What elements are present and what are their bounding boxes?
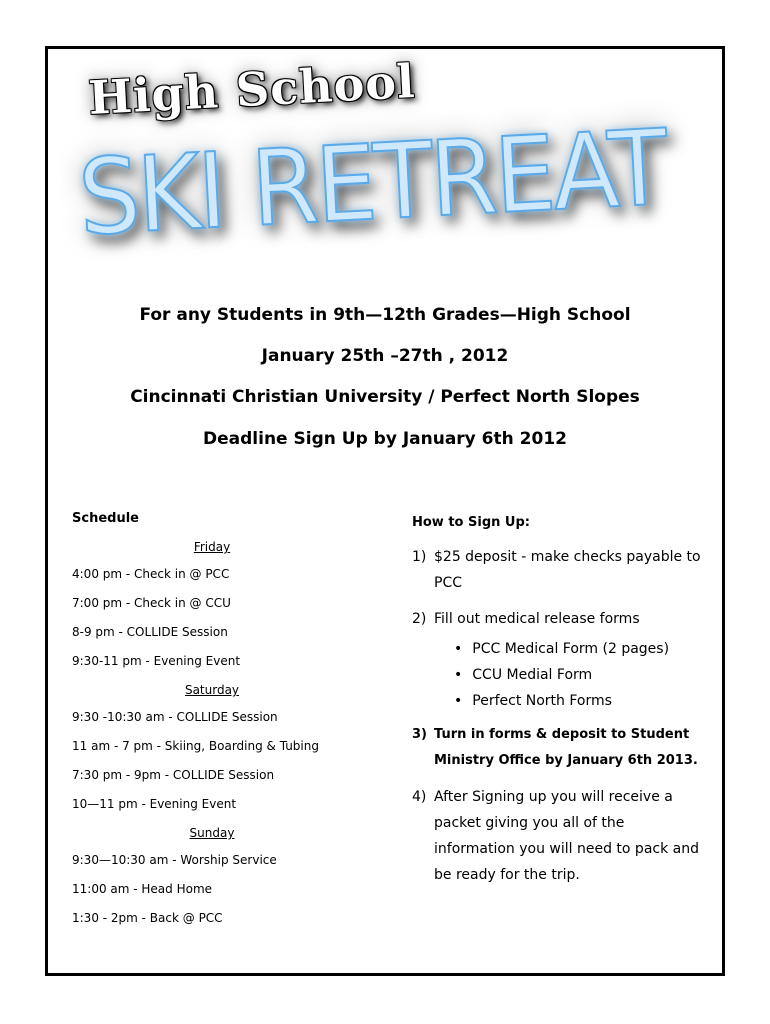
schedule-item: 11:00 am - Head Home <box>72 882 213 896</box>
signup-title: How to Sign Up: <box>412 515 530 530</box>
students-line: For any Students in 9th—12th Grades—High School <box>139 305 631 325</box>
list-item: • Perfect North Forms <box>454 688 702 714</box>
schedule-item: 9:30—10:30 am - Worship Service <box>72 853 277 867</box>
signup-step-3 <box>412 722 702 774</box>
day-label-friday: Friday <box>193 540 231 554</box>
step-number: 4) <box>412 789 427 805</box>
header-title-ski-retreat: SKI RETREAT <box>75 106 669 259</box>
signup-step-1 <box>412 544 702 596</box>
step-number: 1) <box>412 549 427 565</box>
step-number: 2) <box>412 611 427 627</box>
step-text: Turn in forms & deposit to Student Ministry Office by January 6th 2013. <box>434 727 698 768</box>
day-label-saturday: Saturday <box>184 683 240 697</box>
deadline-line: Deadline Sign Up by January 6th 2012 <box>203 429 567 449</box>
day-label-sunday: Sunday <box>189 826 235 840</box>
schedule-item: 9:30 -10:30 am - COLLIDE Session <box>72 710 278 724</box>
schedule-item: 10—11 pm - Evening Event <box>72 797 237 811</box>
location-line: Cincinnati Christian University / Perfect North Slopes <box>130 387 640 407</box>
header-title-high-school: High School <box>87 53 417 126</box>
header-banner <box>58 49 718 299</box>
schedule-title: Schedule <box>72 511 139 526</box>
schedule-item: 7:00 pm - Check in @ CCU <box>72 596 231 610</box>
schedule-item: 1:30 - 2pm - Back @ PCC <box>72 911 223 925</box>
schedule-item: 4:00 pm - Check in @ PCC <box>72 567 230 581</box>
list-item: • PCC Medical Form (2 pages) <box>454 636 702 662</box>
flyer-frame <box>45 46 725 976</box>
forms-list <box>454 636 702 714</box>
schedule-section <box>72 511 402 940</box>
step-number: 3) <box>412 727 427 742</box>
schedule-item: 7:30 pm - 9pm - COLLIDE Session <box>72 768 275 782</box>
step-text: $25 deposit - make checks payable to PCC <box>434 549 701 591</box>
signup-step-4 <box>412 784 702 888</box>
schedule-item: 11 am - 7 pm - Skiing, Boarding & Tubing <box>72 739 319 753</box>
step-text: After Signing up you will receive a packet giving you all of the information you will need to pack and be ready for the trip. <box>434 789 699 883</box>
schedule-item: 9:30-11 pm - Evening Event <box>72 654 241 668</box>
signup-step-2 <box>412 606 702 632</box>
dates-line: January 25th –27th , 2012 <box>261 346 509 366</box>
step-text: Fill out medical release forms <box>434 611 640 627</box>
list-item: • CCU Medial Form <box>454 662 702 688</box>
signup-section <box>412 515 702 898</box>
schedule-item: 8-9 pm - COLLIDE Session <box>72 625 228 639</box>
